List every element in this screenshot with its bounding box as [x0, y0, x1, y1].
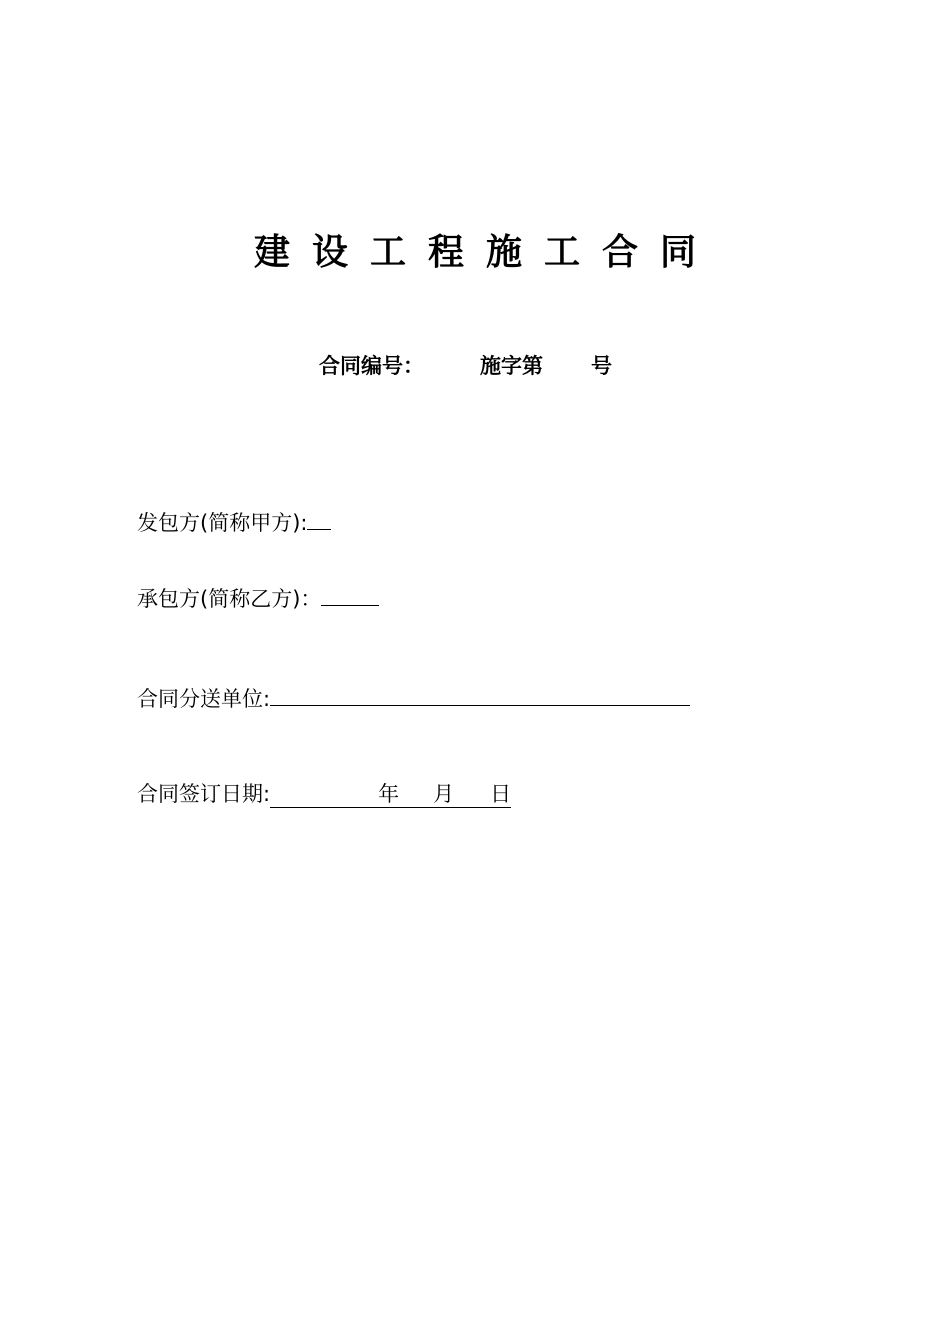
document-title: 建设工程施工合同 — [253, 231, 718, 273]
signing-date-label: 合同签订日期: — [137, 782, 271, 806]
date-year: 年 — [378, 782, 400, 806]
distribution-blank[interactable] — [270, 683, 690, 706]
employer-blank[interactable] — [307, 507, 331, 530]
distribution-label: 合同分送单位: — [137, 687, 271, 711]
contract-number-prefix: 施字第 — [480, 354, 543, 378]
contractor-field — [137, 583, 379, 613]
contract-number-line — [319, 352, 612, 380]
employer-field — [137, 507, 331, 537]
signing-date-field — [137, 780, 511, 808]
contract-number-label: 合同编号： — [319, 354, 424, 378]
contract-number-suffix: 号 — [591, 354, 612, 378]
employer-label: 发包方(简称甲方): — [137, 511, 308, 535]
date-day: 日 — [490, 782, 512, 806]
contractor-label: 承包方(简称乙方)： — [137, 587, 322, 611]
distribution-field — [137, 683, 690, 713]
contractor-blank[interactable] — [321, 583, 379, 606]
date-month: 月 — [433, 782, 455, 806]
signing-date-blank[interactable] — [270, 781, 511, 808]
